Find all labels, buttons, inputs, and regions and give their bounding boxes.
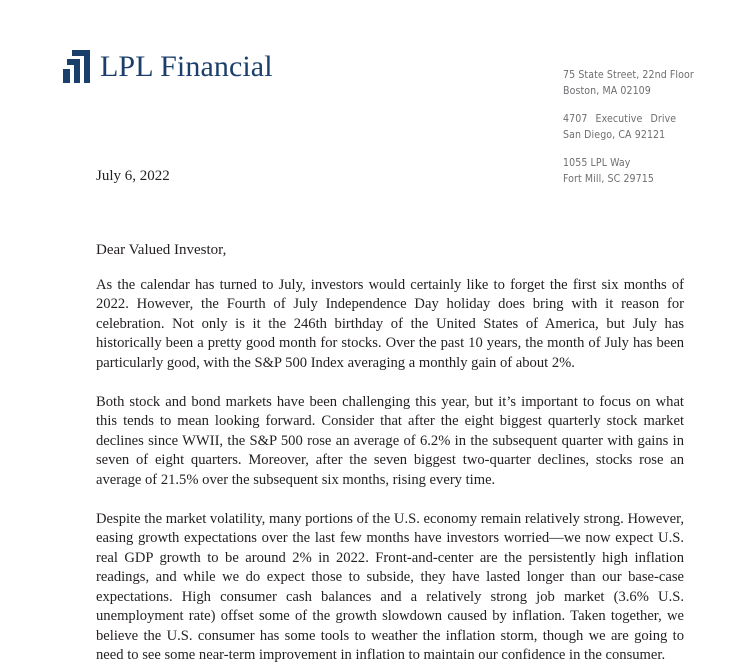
address-city-state-zip: San Diego, CA 92121 [563, 128, 666, 141]
address-boston [563, 68, 694, 99]
address-street: 75 State Street, 22nd Floor [563, 69, 694, 81]
letter-salutation: Dear Valued Investor, [96, 242, 227, 258]
address-city-state-zip: Boston, MA 02109 [563, 84, 651, 97]
body-paragraph: Despite the market volatility, many portions of the U.S. economy remain relatively strong. However, easing growth expectations over the last few months have investors worried—we now expect U.S. real GDP growth to be around 2% in 2022. Front-and-center are the persistently high inflation readings, and while we do expect those to subside, they have lasted longer than our base-case expectations. High consumer cash balances and a relatively strong job market (3.6% U.S. unemployment rate) offset some of the growth slowdown caused by inflation. Taken together, we believe the U.S. consumer has some tools to weather the inflation storm, though we are going to need to see some near-term improvement in inflation to maintain our confidence in the consumer. [96, 511, 684, 663]
address-street: 4707 Executive Drive [563, 113, 677, 125]
address-san-diego [563, 112, 694, 143]
letter-body [96, 276, 684, 665]
lpl-logo-mark-icon [63, 50, 90, 83]
address-city-state-zip: Fort Mill, SC 29715 [563, 172, 654, 185]
body-paragraph: Both stock and bond markets have been challenging this year, but it’s important to focus on what this tends to mean looking forward. Consider that after the eight biggest quarterly stock market declines since WWII, the S&P 500 rose an average of 6.2% in the subsequent quarter with gains in seven of eight quarters. Moreover, after the seven biggest two-quarter declines, stocks rose an average of 21.5% over the subsequent six months, rising every time. [96, 394, 684, 488]
address-street: 1055 LPL Way [563, 157, 631, 169]
brand-wordmark: LPL Financial [100, 49, 273, 83]
letterhead [63, 50, 273, 83]
address-fort-mill [563, 156, 694, 187]
letter-date: July 6, 2022 [96, 168, 170, 184]
office-address-block [563, 68, 694, 187]
body-paragraph: As the calendar has turned to July, investors would certainly like to forget the first six months of 2022. However, the Fourth of July Independence Day holiday does bring with it reason for celebration. Not only is it the 246th birthday of the United States of America, but July has historically been a pretty good month for stocks. Over the past 10 years, the month of July has been particularly good, with the S&P 500 Index averaging a monthly gain of about 2%. [96, 277, 684, 371]
